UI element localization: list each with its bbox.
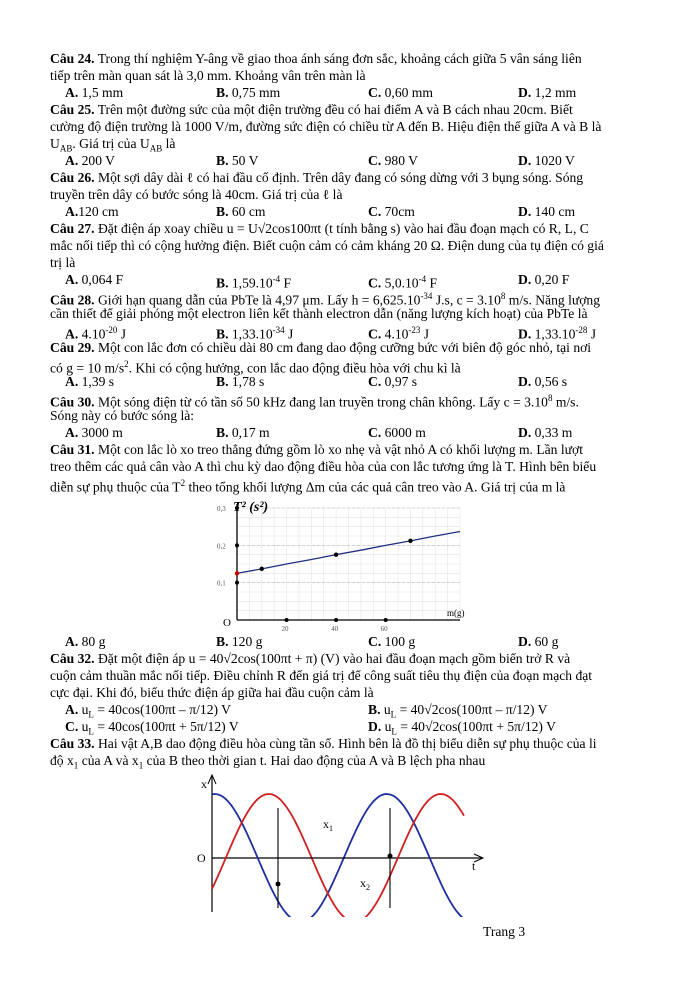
graph2-crossing-point (276, 882, 281, 887)
q29-options (50, 373, 650, 390)
q25-line2: cường độ điện trường là 1000 V/m, đường sức điện có chiều từ A đến B. Hiệu điện thế giữa A và B là (50, 119, 602, 134)
q25-opt-b: B. 50 V (216, 153, 259, 168)
q26-opt-a: A.120 cm (65, 204, 119, 219)
q27-options (50, 271, 650, 291)
q28-opt-d: D. $1,33.10^{-28}$ J (518, 325, 597, 342)
graph1-xtick-mark (384, 618, 388, 622)
q25-line1: Câu 25. Trên một đường sức của một điện trường đều có hai điểm A và B cách nhau 20cm. Biết (50, 102, 573, 117)
q32-opt-b: B. $u_L = 40√2\cos(100\pi t - \pi/12)$ V (368, 702, 548, 720)
graph1-xtick-label: 40 (331, 625, 339, 633)
q26-opt-c: C. 70cm (368, 204, 415, 219)
q27-opt-b: B. $1,59.10^{-4}$ F (216, 274, 292, 291)
graph2-label-x2: $x_2$ (360, 876, 370, 892)
graph2-guides (276, 808, 393, 908)
q31-opt-c: C. 100 g (368, 634, 416, 649)
graph1-point (408, 539, 412, 543)
q24-opt-d: D. 1,2 mm (518, 85, 577, 100)
q32-line2: cuộn cảm thuần mắc nối tiếp. Điều chỉnh R đến giá trị để công suất tiêu thụ điện của đoạn mạch đạt (50, 668, 593, 683)
q29-opt-d: D. 0,56 s (518, 374, 568, 389)
q32-opt-d: D. $u_L = 40√2\cos(100\pi t + 5\pi/12)$ V (368, 719, 556, 737)
q26-line1: Câu 26. Một sợi dây dài ℓ có hai đầu cố định. Trên dây đang có sóng dừng với 3 bụng sóng. Sóng (50, 170, 584, 185)
q30-opt-d: D. 0,33 m (518, 425, 573, 440)
graph2-axes (208, 775, 483, 912)
q28-opt-c: C. $4.10^{-23}$ J (368, 325, 430, 342)
q25-opt-c: C. 980 V (368, 153, 418, 168)
q31-line3: diễn sự phụ thuộc của $T^2$ theo tổng khối lượng Δm của các quả cân treo vào A. Giá trị của m là (50, 478, 566, 495)
q29-opt-b: B. 1,78 s (216, 374, 265, 389)
page-footer: Trang 3 (483, 924, 526, 939)
q32-opt-a: A. $u_L = 40\cos(100\pi t - \pi/12)$ V (65, 702, 231, 720)
q29-line1: Câu 29. Một con lắc đơn có chiều dài 80 cm đang dao động cưỡng bức với biên độ góc nhỏ, tại nơi (50, 340, 592, 355)
q30-line1: Câu 30. Một sóng điện từ có tần số 50 kHz đang lan truyền trong chân không. Lấy $c = 3.10^8$ m/s. (50, 393, 579, 410)
graph1-xtick-mark (334, 618, 338, 622)
q29-line2: có g = 10 $m/s^2$. Khi có cộng hưởng, con lắc dao động điều hòa với chu kì là (50, 359, 461, 376)
graph1-grid (237, 508, 460, 620)
q24-options (50, 84, 650, 101)
q32-opt-c: C. $u_L = 40\cos(100\pi t + 5\pi/12)$ V (65, 719, 239, 737)
oscillation-graph (190, 772, 490, 917)
q31-opt-a: A. 80 g (65, 634, 106, 649)
q28-opt-b: B. $1,33.10^{-34}$ J (216, 325, 294, 342)
graph1-ytick-label: 0,1 (217, 579, 226, 588)
q27-opt-d: D. 0,20 F (518, 272, 570, 287)
q26-opt-d: D. 140 cm (518, 204, 576, 219)
q26-opt-b: B. 60 cm (216, 204, 266, 219)
graph2-series-x1 (212, 794, 464, 917)
q27-line3: trị là (50, 255, 76, 270)
graph2-xlabel: t (472, 859, 476, 873)
graph1-xtick-mark (285, 618, 289, 622)
q28-options (50, 322, 650, 342)
q28-opt-a: A. $4.10^{-20}$ J (65, 325, 127, 342)
graph1-ticks (217, 505, 388, 633)
q25-options (50, 152, 650, 169)
q26-options (50, 203, 650, 220)
graph2-crossing-point (388, 854, 393, 859)
q31-options (50, 633, 650, 650)
q30-line2: Sóng này có bước sóng là: (50, 408, 195, 423)
q28-line1: Câu 28. Giới hạn quang dẫn của PbTe là 4,97 μm. Lấy $h = 6,625.10^{-34}$ J.s, $c = 3.10^8$ m/s. Năng lượng (50, 291, 601, 308)
graph1-ytick-label: 0,2 (217, 542, 226, 551)
graph1-xtick-label: 20 (281, 625, 289, 633)
graph1-point (260, 567, 264, 571)
graph2-label-x1: $x_1$ (323, 817, 333, 833)
graph1-ytick-mark (235, 543, 239, 547)
graph1-origin: O (223, 617, 231, 629)
q24-opt-b: B. 0,75 mm (216, 85, 281, 100)
q27-opt-a: A. 0,064 F (65, 272, 124, 287)
graph1-ylabel: T² (s²) (233, 500, 269, 515)
q30-opt-b: B. 0,17 m (216, 425, 270, 440)
graph2-origin: O (197, 851, 206, 865)
q32-options-ab (50, 701, 650, 718)
q25-opt-d: D. 1020 V (518, 153, 575, 168)
q24-line1: Câu 24. Trong thí nghiệm Y-âng về giao thoa ánh sáng đơn sắc, khoảng cách giữa 5 vân sáng liên (50, 51, 582, 66)
graph1-ytick-mark (235, 581, 239, 585)
q24-opt-c: C. 0,60 mm (368, 85, 433, 100)
graph2-series-x2 (212, 794, 464, 917)
q31-line2: treo thêm các quả cân vào A thì chu kỳ dao động điều hòa của con lắc tương ứng là T. Hình bên biểu (50, 459, 597, 474)
q31-opt-d: D. 60 g (518, 634, 559, 649)
q29-opt-c: C. 0,97 s (368, 374, 418, 389)
t2-mass-graph (205, 500, 485, 635)
graph1-xtick-label: 60 (380, 625, 388, 633)
graph2-ylabel: x (201, 777, 207, 791)
q25-opt-a: A. 200 V (65, 153, 115, 168)
q27-opt-c: C. $5,0.10^{-4}$ F (368, 274, 438, 291)
graph1-xlabel: m(g) (447, 608, 465, 618)
q26-line2: truyền trên dây có bước sóng là 40cm. Giá trị của ℓ là (50, 187, 343, 202)
q31-opt-b: B. 120 g (216, 634, 263, 649)
q27-line2: mắc nối tiếp thì có cộng hưởng điện. Biết cuộn cảm có cảm kháng 20 Ω. Điện dung của tụ điện có giá (50, 238, 604, 253)
q27-line1: Câu 27. Đặt điện áp xoay chiều u = U√2cos100πt (t tính bằng s) vào hai đầu đoạn mạch có R, L, C (50, 221, 589, 236)
q25-line3: $U_{AB}$. Giá trị của $U_{AB}$ là (50, 136, 176, 154)
q29-opt-a: A. 1,39 s (65, 374, 115, 389)
q30-opt-a: A. 3000 m (65, 425, 123, 440)
q33-line2: độ $x_1$ của A và $x_1$ của B theo thời gian t. Hai dao động của A và B lệch pha nhau (50, 753, 486, 771)
graph1-intercept (235, 571, 239, 575)
q32-line3: cực đại. Khi đó, biểu thức điện áp giữa hai đầu cuộn cảm là (50, 685, 374, 700)
graph1-ytick-label: 0,3 (217, 505, 226, 513)
graph1-point (334, 552, 338, 556)
q31-line1: Câu 31. Một con lắc lò xo treo thẳng đứng gồm lò xo nhẹ và vật nhỏ A có khối lượng m. Lần lượt (50, 442, 583, 457)
q33-line1: Câu 33. Hai vật A,B dao động điều hòa cùng tần số. Hình bên là đồ thị biểu diễn sự phụ thuộc của li (50, 736, 597, 751)
q30-options (50, 424, 650, 441)
q32-line1: Câu 32. Đặt một điện áp u = 40√2cos(100πt + π) (V) vào hai đầu đoạn mạch gồm biến trở R và (50, 651, 571, 666)
q30-opt-c: C. 6000 m (368, 425, 426, 440)
q28-line2: cần thiết để giải phóng một electron liên kết thành electron dẫn (năng lượng kích hoạt) của PbTe là (50, 306, 588, 321)
q24-line2: tiếp trên màn quan sát là 3,0 mm. Khoảng vân trên màn là (50, 68, 366, 83)
q32-options-cd (50, 718, 650, 735)
q24-opt-a: A. 1,5 mm (65, 85, 124, 100)
